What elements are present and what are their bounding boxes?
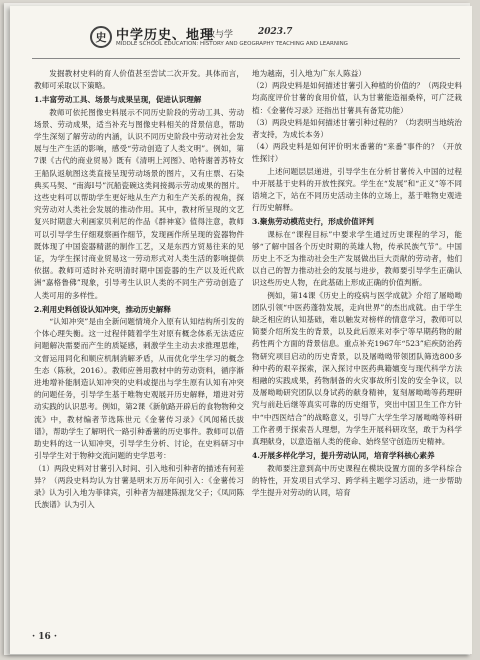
magazine-title: 中学历史、地理 — [116, 28, 215, 43]
question-item: （4）两段史料是如何评价明末番薯的“来番”事件的？（开放性探讨） — [252, 142, 462, 164]
question-item: 地为越南，引入地为广东人陈益） — [252, 69, 366, 78]
magazine-subtitle: 教与学 — [206, 30, 234, 40]
body-paragraph: “认知冲突”是由全新问题情境介入原有认知结构所引发的个体心理失衡。这一过程伴随着学生对原有概念体系无法适应问题解决需要而产生的质疑感，刺激学生主动去求推理思维，文督运用同化和顺应机制消解矛盾，从而优化学生学习的概念生态（陈秋，2016）。教师应善用教材中的劳动资料，循序渐进地增补能制造认知冲突的史料或提出与学生原有认知有冲突的问题任务，引导学生基于唯物史观展开历史解释，增进对劳动实践的认识思考。例如，第2课《新航路开辟后的食物物种交流》中，教材编者节选陈世元《金薯传习录》《风闻稀氏拔谱》，帮助学生了解明代一路引种番薯的历史事件。教师可以借助史料的这一认知冲突，引导学生分析、讨论，在史料研习中引导学生对于物种交流问题的史学思考： — [34, 317, 244, 461]
issue-number: 2023.7 — [258, 27, 293, 37]
page-header — [90, 24, 380, 54]
magazine-logo: 史 — [90, 26, 112, 48]
body-paragraph: 例如，第14课《历史上的疫病与医学成就》介绍了屠呦呦团队引领“中医药蓬勃发展，走向世界”的杰出成就。由于学生缺乏相应的认知基础，难以触发对榜样的情意学习，教师可以简要介绍所发生的背景，以及此后原来对李宁等早期药物的耐药性两个方面的背景信息。重点补充1967年“523”疟疾防治药物研究项目启动的历史背景，以及屠呦呦带领团队筛选800多种中药的艰辛探索，深入探讨中医药典籍嬗变与现代科学方法相融的实践成果，药物制备的火灾事故所引发的安全争议，以及屠呦呦研究团队以身试药的献身精神，复刻屠呦呦等药理研究与前赴后继等真实可靠的历史细节，突出中国卫生工作方针中“中西医结合”的战略意义，引导广大学生学习屠呦呦等科研工作者勇于探索吾人理想，为学生开展科研攻坚，敢于为科学真理献身，以意造福人类的使命、始终坚守创造历史精神。 — [252, 290, 462, 447]
body-paragraph: 上述问题层层递进，引导学生在分析甘薯传入中国的过程中开展基于史料的开放性探究。学生在“发展”和“正义”等不同语境之下，站在不同历史活动主体的立场上，基于唯物史观进行历史解释。 — [252, 166, 462, 213]
body-paragraph: 发掘教材史料的育人价值甚至尝试二次开发。具体而言，教师可采取以下策略。 — [34, 69, 244, 91]
section-heading: 4.开展多样化学习，提升劳动认同，培育学科核心素养 — [252, 451, 435, 461]
page-number: · 16 · — [32, 632, 58, 642]
question-item: （1）两段史料对甘薯引入时间、引入地和引种者的描述有何差异？（两段史料均认为甘薯是明末万历年间引入：《金薯传习录》认为引入地为菲律宾，引种者为福建陈振龙父子；《凤同陈氏族谱》认为引入 — [34, 463, 244, 510]
header-divider — [32, 58, 460, 59]
question-item: （3）两段史料是如何描述甘薯引种过程的？（均表明当地统治者支持，为成长本务） — [252, 117, 462, 140]
question-item: （2）两段史料是如何描述甘薯引入种植的价值的？（两段史料均高度评价甘薯的食用价值，认为甘薯能造福桑梓，可广泛栽植：《金薯传习录》还指出甘薯具有备荒功能） — [252, 81, 462, 115]
body-paragraph: 教师要注意到高中历史课程在模块设置方面的多学科综合的特性，开发项目式学习、跨学科主题学习活动，进一步帮助学生提升对劳动的认同，培育 — [252, 463, 462, 497]
right-column — [252, 68, 462, 499]
body-paragraph: 课标在“课程目标”中要求学生通过历史课程的学习，能够“了解中国各个历史时期的英雄人物，传承民族气节”。中国历史上不乏为推动社会生产发展做出巨大贡献的劳动者，他们以自己的智力推动社会的发展与进步，教师要引导学生正确认识这些历史人物，在此基础上形成正确的价值判断。 — [252, 229, 462, 288]
section-heading: 1.丰富劳动工具、场景与成果呈现，促进认识理解 — [34, 95, 202, 105]
magazine-english-title: MIDDLE SCHOOL EDUCATION: HISTORY AND GEOGRAPHY TEACHING AND LEARNING — [116, 41, 348, 47]
section-heading: 2.利用史料创设认知冲突，推动历史解释 — [34, 304, 172, 314]
body-paragraph: 教师可依托图像史料展示不同历史阶段的劳动工具、劳动场景、劳动成果，适当补充与图像史料相关的背景信息，帮助学生深刻了解劳动的内涵，认识不同历史阶段中劳动对社会发展与生产生活的影响，感受“劳动创造了人类文明”。例如，第7课《古代的商业贸易》既有《清明上河图》、哈特谢普苏特女王船队返航图这类直接呈现劳动场景的图片，又有庄票、石染典买马契、“南海Ⅰ号”沉船瓷碗这类间接揭示劳动成果的图片。这些史料可以帮助学生更好地从生产力和生产关系的视角，探究劳动对人类社会发展的推动作用。其中，教材所呈现的文艺复兴时期意大利画家贝利尼的作品《群神宴》值得注意，教师可以引导学生仔细观察画作细节，发现画作所呈现的瓷器物件既体现了中国瓷器精湛的制作工艺，又是东西方贸易往来的见证，为学生探讨商业贸易这一劳动形式对人类生活的影响提供依据。教师可适时补充明清时期中国瓷器的生产以及近代欧洲“嘉格鲁佛”现象，引导考生认识人类的不同生产劳动创造了人类可用的多样性。 — [34, 107, 244, 300]
magazine-page — [10, 6, 472, 654]
section-heading: 3.聚焦劳动模范史行，形成价值评判 — [252, 217, 374, 227]
left-column — [34, 68, 244, 511]
